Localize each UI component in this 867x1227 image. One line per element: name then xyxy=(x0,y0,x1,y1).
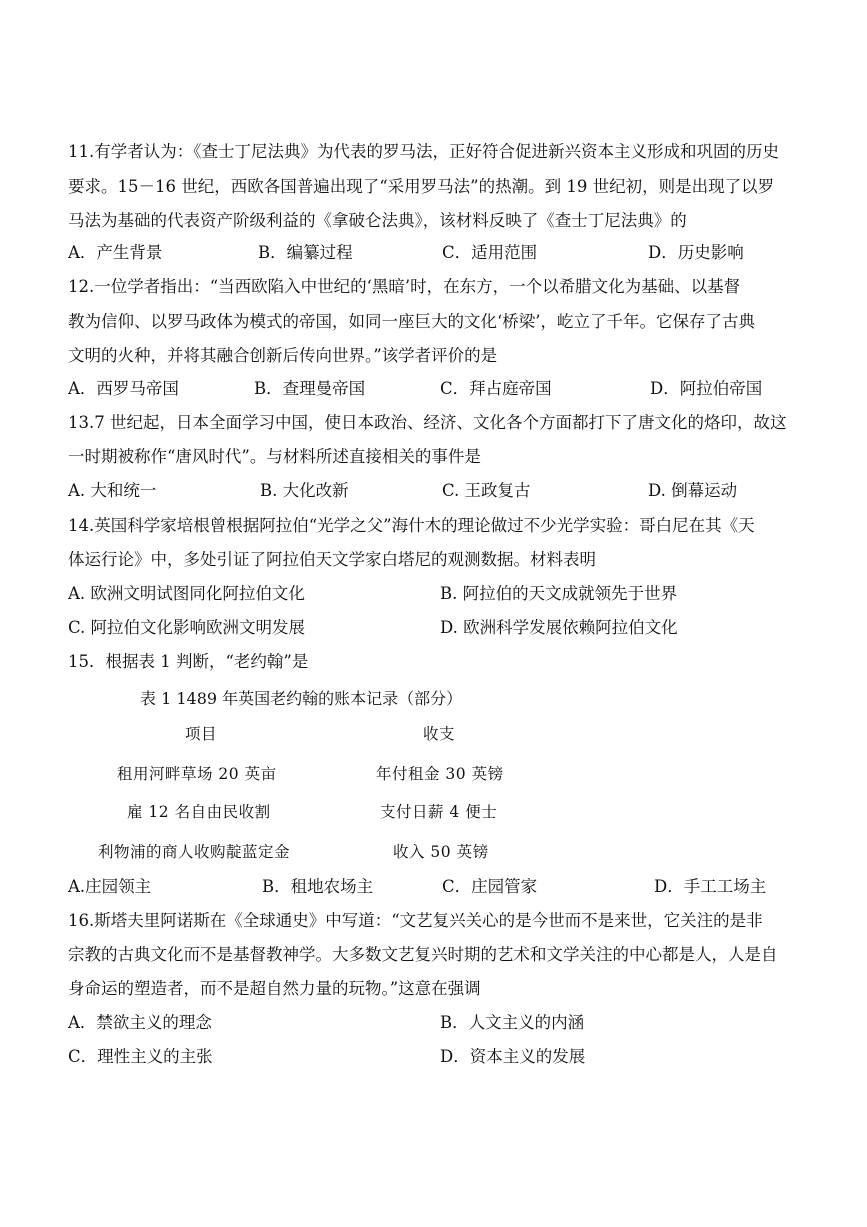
q15-table-cell-r1-c1: 租用河畔草场 20 英亩 xyxy=(117,765,277,783)
q13-option-b[interactable]: B. 大化改新 xyxy=(260,481,349,500)
q12-stem-line-2: 教为信仰、以罗马政体为模式的帝国，如同一座巨大的文化‘桥梁’，屹立了千年。它保存了古典 xyxy=(68,312,755,331)
q11-option-b[interactable]: B．编纂过程 xyxy=(258,243,353,262)
q15-option-d[interactable]: D．手工工场主 xyxy=(654,877,767,896)
q12-option-d[interactable]: D．阿拉伯帝国 xyxy=(650,379,763,398)
q12-stem-line-1: 12.一位学者指出：“当西欧陷入中世纪的‘黑暗’时，在东方，一个以希腊文化为基础、以基督 xyxy=(68,277,741,296)
q15-option-a[interactable]: A.庄园领主 xyxy=(68,877,152,896)
q15-table-cell-r3-c1: 利物浦的商人收购靛蓝定金 xyxy=(98,843,291,861)
q13-stem-line-2: 一时期被称作“唐风时代”。与材料所述直接相关的事件是 xyxy=(68,447,481,466)
q16-stem-line-2: 宗教的古典文化而不是基督教神学。大多数文艺复兴时期的艺术和文学关注的中心都是人，人是自 xyxy=(68,945,778,964)
q16-stem-line-3: 身命运的塑造者，而不是超自然力量的玩物。”这意在强调 xyxy=(68,979,481,998)
q11-stem-line-1: 11.有学者认为：《查士丁尼法典》为代表的罗马法，正好符合促进新兴资本主义形成和巩固的历史 xyxy=(68,142,779,161)
q15-table-cell-r2-c1: 雇 12 名自由民收割 xyxy=(127,803,271,821)
q14-stem-line-1: 14.英国科学家培根曾根据阿拉伯“光学之父”海什木的理论做过不少光学实验：哥白尼在其《天 xyxy=(68,516,755,535)
q15-stem: 15．根据表 1 判断，“老约翰”是 xyxy=(68,652,309,671)
q13-option-a[interactable]: A. 大和统一 xyxy=(68,481,157,500)
q14-option-a[interactable]: A. 欧洲文明试图同化阿拉伯文化 xyxy=(68,584,305,603)
q16-option-c[interactable]: C．理性主义的主张 xyxy=(68,1047,213,1066)
q12-option-c[interactable]: C．拜占庭帝国 xyxy=(440,379,552,398)
q14-option-d[interactable]: D. 欧洲科学发展依赖阿拉伯文化 xyxy=(440,618,678,637)
q15-option-c[interactable]: C．庄园管家 xyxy=(442,877,538,896)
q12-option-a[interactable]: A．西罗马帝国 xyxy=(68,379,179,398)
q15-table-cell-r3-c2: 收入 50 英镑 xyxy=(393,843,489,861)
q16-option-b[interactable]: B．人文主义的内涵 xyxy=(440,1013,585,1032)
q13-option-d[interactable]: D. 倒幕运动 xyxy=(648,481,738,500)
q15-table-header-amount: 收支 xyxy=(423,725,456,743)
q13-option-c[interactable]: C. 王政复古 xyxy=(442,481,531,500)
q12-option-b[interactable]: B．查理曼帝国 xyxy=(254,379,366,398)
q11-option-d[interactable]: D．历史影响 xyxy=(648,243,744,262)
q16-option-a[interactable]: A．禁欲主义的理念 xyxy=(68,1013,212,1032)
q11-stem-line-3: 马法为基础的代表资产阶级利益的《拿破仑法典》，该材料反映了《查士丁尼法典》的 xyxy=(68,211,687,230)
q14-stem-line-2: 体运行论》中，多处引证了阿拉伯天文学家白塔尼的观测数据。材料表明 xyxy=(68,550,596,569)
q14-option-b[interactable]: B. 阿拉伯的天文成就领先于世界 xyxy=(440,584,678,603)
q12-stem-line-3: 文明的火种，并将其融合创新后传向世界。”该学者评价的是 xyxy=(68,346,498,365)
q15-table-header-item: 项目 xyxy=(185,725,218,743)
q15-table-cell-r2-c2: 支付日薪 4 便士 xyxy=(380,803,498,821)
q16-stem-line-1: 16.斯塔夫里阿诺斯在《全球通史》中写道：“文艺复兴关心的是今世而不是来世，它关注的是非 xyxy=(68,911,763,930)
q13-stem-line-1: 13.7 世纪起，日本全面学习中国，使日本政治、经济、文化各个方面都打下了唐文化的烙印，故这 xyxy=(68,413,787,432)
q11-option-c[interactable]: C．适用范围 xyxy=(442,243,538,262)
q11-option-a[interactable]: A．产生背景 xyxy=(68,243,163,262)
q16-option-d[interactable]: D．资本主义的发展 xyxy=(440,1047,586,1066)
q14-option-c[interactable]: C. 阿拉伯文化影响欧洲文明发展 xyxy=(68,618,306,637)
q11-stem-line-2: 要求。15－16 世纪，西欧各国普遍出现了“采用罗马法”的热潮。到 19 世纪初，则是出现了以罗 xyxy=(68,177,775,196)
q15-table-cell-r1-c2: 年付租金 30 英镑 xyxy=(376,765,504,783)
q15-option-b[interactable]: B．租地农场主 xyxy=(262,877,374,896)
q15-table-title: 表 1 1489 年英国老约翰的账本记录（部分） xyxy=(140,689,463,708)
